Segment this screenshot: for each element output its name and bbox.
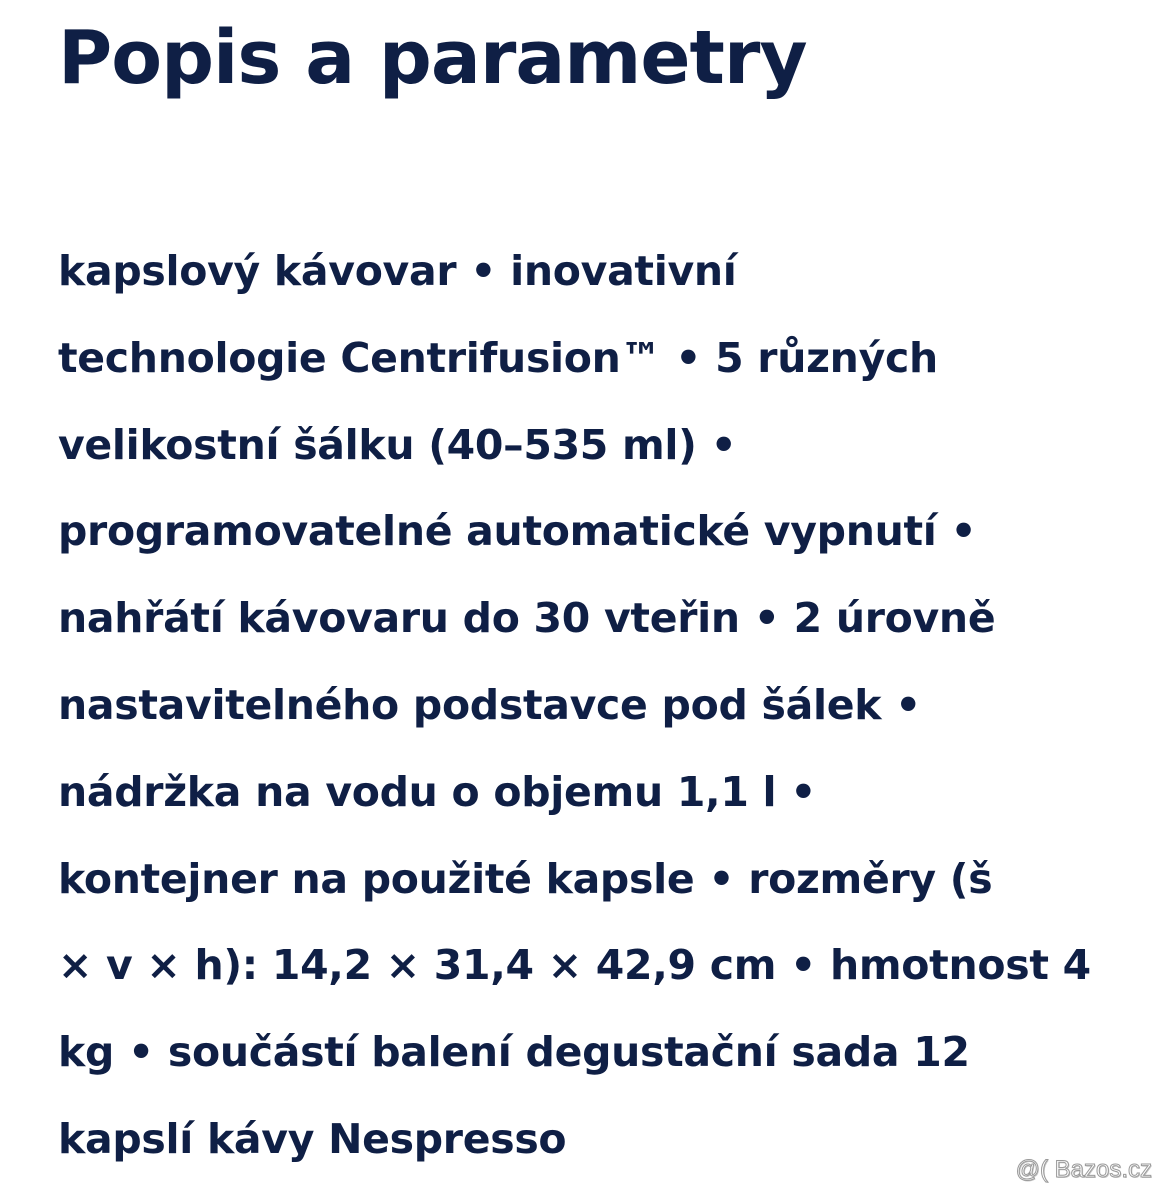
description-line: nahřátí kávovaru do 30 vteřin • 2 úrovně bbox=[58, 594, 996, 643]
bazos-watermark: @( Bazos.cz bbox=[1015, 1156, 1152, 1183]
description-line: velikostní šálku (40–535 ml) • bbox=[58, 420, 737, 469]
description-line: kapslí kávy Nespresso bbox=[58, 1114, 567, 1163]
description-line: nastavitelného podstavce pod šálek • bbox=[58, 680, 922, 729]
description-line: kg • součástí balení degustační sada 12 bbox=[58, 1028, 970, 1077]
description-line: technologie Centrifusion™ • 5 různých bbox=[58, 333, 938, 382]
description-line: kapslový kávovar • inovativní bbox=[58, 247, 737, 295]
description-line: programovatelné automatické vypnutí • bbox=[58, 507, 977, 556]
description-line: × v × h): 14,2 × 31,4 × 42,9 cm • hmotnost 4 bbox=[58, 941, 1091, 990]
description-line: nádržka na vodu o objemu 1,1 l • bbox=[58, 767, 817, 816]
description-line: kontejner na použité kapsle • rozměry (š bbox=[58, 854, 993, 903]
page-title: Popis a parametry bbox=[58, 15, 807, 101]
product-description bbox=[58, 228, 1128, 1183]
